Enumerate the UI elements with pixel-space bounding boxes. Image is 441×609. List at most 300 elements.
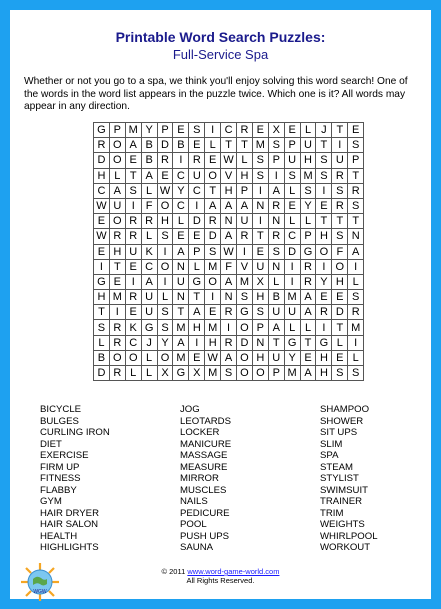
word-list-column-3 xyxy=(320,404,378,554)
grid-cell: C xyxy=(173,168,189,183)
word-list-item: TRAINER xyxy=(320,496,363,507)
word-list-item: EXERCISE xyxy=(40,450,89,461)
word-list-item: HAIR DRYER xyxy=(40,507,99,519)
grid-cell: U xyxy=(268,305,284,320)
grid-cell: Y xyxy=(141,123,157,138)
word-list-item: SLIM xyxy=(320,438,343,450)
grid-cell: L xyxy=(268,274,284,289)
grid-cell: A xyxy=(141,274,157,289)
grid-cell: O xyxy=(157,259,173,274)
grid-cell: B xyxy=(268,290,284,305)
word-list-item: SHOWER xyxy=(320,415,364,427)
grid-cell: L xyxy=(284,214,300,229)
grid-cell: Y xyxy=(157,335,173,350)
grid-cell: A xyxy=(300,305,316,320)
grid-cell: H xyxy=(316,366,332,381)
grid-cell: E xyxy=(125,259,141,274)
grid-cell: R xyxy=(221,335,237,350)
grid-cell: M xyxy=(173,320,189,335)
grid-cell: R xyxy=(316,305,332,320)
grid-cell: A xyxy=(125,138,141,153)
grid-cell: U xyxy=(141,305,157,320)
grid-cell: R xyxy=(300,274,316,289)
grid-cell: S xyxy=(300,183,316,198)
grid-cell: A xyxy=(205,198,221,213)
grid-cell: C xyxy=(141,259,157,274)
word-list-item: WHIRLPOOL xyxy=(320,530,378,542)
grid-cell: N xyxy=(173,259,189,274)
grid-cell: C xyxy=(173,198,189,213)
grid-cell: S xyxy=(284,168,300,183)
grid-cell: T xyxy=(332,214,348,229)
grid-row xyxy=(94,320,364,335)
grid-cell: N xyxy=(252,335,268,350)
grid-cell: H xyxy=(94,168,110,183)
grid-row xyxy=(94,366,364,381)
grid-cell: R xyxy=(237,123,253,138)
grid-cell: L xyxy=(141,366,157,381)
grid-cell: U xyxy=(141,290,157,305)
grid-cell: D xyxy=(237,335,253,350)
grid-cell: D xyxy=(332,305,348,320)
grid-cell: N xyxy=(252,198,268,213)
grid-cell: A xyxy=(348,244,364,259)
grid-cell: E xyxy=(332,290,348,305)
grid-cell: B xyxy=(141,138,157,153)
grid-cell: M xyxy=(205,320,221,335)
grid-cell: R xyxy=(300,259,316,274)
grid-cell: E xyxy=(94,244,110,259)
grid-cell: R xyxy=(109,366,125,381)
grid-cell: U xyxy=(125,244,141,259)
grid-cell: A xyxy=(221,198,237,213)
grid-cell: E xyxy=(189,138,205,153)
grid-cell: C xyxy=(221,123,237,138)
grid-cell: O xyxy=(109,138,125,153)
grid-cell: G xyxy=(237,305,253,320)
grid-cell: I xyxy=(332,138,348,153)
grid-cell: A xyxy=(173,244,189,259)
grid-cell: H xyxy=(94,290,110,305)
grid-cell: A xyxy=(300,290,316,305)
grid-cell: H xyxy=(237,168,253,183)
grid-cell: S xyxy=(157,229,173,244)
grid-cell: E xyxy=(316,198,332,213)
grid-cell: N xyxy=(268,214,284,229)
grid-cell: H xyxy=(252,350,268,365)
grid-cell: E xyxy=(284,198,300,213)
grid-cell: V xyxy=(221,168,237,183)
grid-cell: O xyxy=(157,198,173,213)
grid-cell: T xyxy=(300,335,316,350)
word-list-column-1 xyxy=(40,404,110,554)
grid-cell: K xyxy=(141,244,157,259)
word-list-item: BULGES xyxy=(40,415,79,427)
grid-cell: H xyxy=(189,320,205,335)
grid-cell: P xyxy=(268,153,284,168)
grid-cell: U xyxy=(173,274,189,289)
grid-cell: J xyxy=(316,123,332,138)
grid-cell: K xyxy=(125,320,141,335)
word-list-item: GYM xyxy=(40,496,62,507)
grid-cell: T xyxy=(221,138,237,153)
grid-cell: I xyxy=(284,274,300,289)
grid-cell: E xyxy=(252,123,268,138)
grid-cell: R xyxy=(109,320,125,335)
page-subtitle: Full-Service Spa xyxy=(172,47,269,62)
grid-cell: T xyxy=(205,183,221,198)
grid-cell: A xyxy=(221,229,237,244)
grid-cell: L xyxy=(157,290,173,305)
grid-cell: G xyxy=(94,274,110,289)
grid-cell: L xyxy=(348,350,364,365)
grid-cell: T xyxy=(94,305,110,320)
grid-cell: I xyxy=(316,320,332,335)
grid-cell: M xyxy=(284,366,300,381)
grid-cell: H xyxy=(316,350,332,365)
grid-cell: T xyxy=(125,168,141,183)
grid-cell: E xyxy=(284,123,300,138)
footer-link[interactable]: www.word-game-world.com xyxy=(187,567,280,576)
grid-cell: H xyxy=(252,290,268,305)
grid-row xyxy=(94,214,364,229)
grid-cell: P xyxy=(348,153,364,168)
grid-row xyxy=(94,168,364,183)
grid-cell: U xyxy=(300,138,316,153)
grid-cell: T xyxy=(348,214,364,229)
grid-cell: D xyxy=(157,138,173,153)
grid-cell: A xyxy=(189,305,205,320)
grid-cell: E xyxy=(205,305,221,320)
grid-cell: V xyxy=(237,259,253,274)
grid-cell: O xyxy=(252,366,268,381)
grid-cell: N xyxy=(268,259,284,274)
grid-cell: R xyxy=(94,138,110,153)
grid-cell: R xyxy=(332,198,348,213)
grid-cell: L xyxy=(141,350,157,365)
grid-cell: S xyxy=(157,305,173,320)
grid-cell: E xyxy=(94,214,110,229)
grid-cell: G xyxy=(284,335,300,350)
grid-cell: D xyxy=(94,153,110,168)
grid-cell: P xyxy=(284,138,300,153)
grid-cell: S xyxy=(252,153,268,168)
grid-cell: L xyxy=(189,259,205,274)
grid-cell: W xyxy=(221,153,237,168)
grid-cell: E xyxy=(173,229,189,244)
grid-cell: H xyxy=(332,274,348,289)
grid-cell: E xyxy=(109,274,125,289)
grid-cell: O xyxy=(237,320,253,335)
grid-cell: M xyxy=(252,138,268,153)
grid-cell: A xyxy=(300,366,316,381)
grid-cell: U xyxy=(268,350,284,365)
grid-cell: I xyxy=(109,305,125,320)
word-list-item: SAUNA xyxy=(180,542,214,553)
grid-cell: T xyxy=(189,290,205,305)
grid-cell: A xyxy=(109,183,125,198)
grid-cell: R xyxy=(125,214,141,229)
grid-cell: G xyxy=(316,335,332,350)
grid-cell: B xyxy=(94,350,110,365)
grid-cell: M xyxy=(205,366,221,381)
word-list-item: SHAMPOO xyxy=(320,404,370,415)
grid-cell: T xyxy=(109,259,125,274)
grid-cell: O xyxy=(205,168,221,183)
grid-cell: S xyxy=(157,320,173,335)
grid-cell: E xyxy=(205,153,221,168)
grid-cell: P xyxy=(300,229,316,244)
grid-cell: H xyxy=(205,335,221,350)
grid-cell: R xyxy=(125,290,141,305)
grid-cell: C xyxy=(125,335,141,350)
grid-cell: I xyxy=(189,198,205,213)
grid-row xyxy=(94,259,364,274)
word-list-item: SPA xyxy=(320,450,339,461)
word-list-item: MEASURE xyxy=(180,461,228,473)
grid-cell: I xyxy=(221,320,237,335)
grid-row xyxy=(94,153,364,168)
word-list-item: PUSH UPS xyxy=(180,530,230,542)
grid-cell: R xyxy=(348,183,364,198)
grid-cell: U xyxy=(189,168,205,183)
grid-row xyxy=(94,274,364,289)
grid-cell: R xyxy=(332,168,348,183)
grid-cell: M xyxy=(125,123,141,138)
word-list-item: FLABBY xyxy=(40,484,77,496)
word-list-item: POOL xyxy=(180,519,207,530)
grid-cell: L xyxy=(300,320,316,335)
grid-cell: S xyxy=(268,244,284,259)
word-list-item: HEALTH xyxy=(40,530,78,542)
grid-cell: M xyxy=(109,290,125,305)
grid-cell: W xyxy=(157,183,173,198)
grid-cell: E xyxy=(125,305,141,320)
grid-cell: P xyxy=(268,366,284,381)
word-list-item: NAILS xyxy=(180,496,208,507)
word-list-column-2 xyxy=(180,404,231,554)
grid-cell: I xyxy=(94,259,110,274)
grid-cell: I xyxy=(348,335,364,350)
word-list-item: FIRM UP xyxy=(40,461,80,473)
grid-cell: O xyxy=(205,274,221,289)
grid-cell: P xyxy=(189,244,205,259)
grid-cell: B xyxy=(173,138,189,153)
grid-cell: U xyxy=(109,198,125,213)
grid-cell: E xyxy=(300,350,316,365)
grid-cell: L xyxy=(205,138,221,153)
grid-cell: P xyxy=(157,123,173,138)
grid-cell: R xyxy=(141,214,157,229)
footer-rights: All Rights Reserved. xyxy=(186,576,255,585)
grid-cell: T xyxy=(268,335,284,350)
grid-cell: U xyxy=(237,214,253,229)
grid-cell: N xyxy=(221,214,237,229)
word-list-item: SIT UPS xyxy=(320,427,358,438)
grid-cell: E xyxy=(189,350,205,365)
grid-cell: I xyxy=(205,290,221,305)
grid-cell: L xyxy=(237,153,253,168)
grid-cell: R xyxy=(157,153,173,168)
grid-cell: J xyxy=(141,335,157,350)
grid-cell: I xyxy=(284,259,300,274)
grid-row xyxy=(94,244,364,259)
grid-cell: D xyxy=(284,244,300,259)
grid-cell: T xyxy=(332,320,348,335)
grid-row xyxy=(94,183,364,198)
grid-cell: Y xyxy=(316,274,332,289)
grid-cell: A xyxy=(268,183,284,198)
grid-cell: X xyxy=(252,274,268,289)
grid-cell: I xyxy=(189,335,205,350)
word-list-item: WEIGHTS xyxy=(320,519,365,530)
grid-cell: A xyxy=(221,274,237,289)
word-list-item: STYLIST xyxy=(320,473,359,484)
word-list-item: MIRROR xyxy=(180,473,219,484)
grid-cell: I xyxy=(252,214,268,229)
grid-cell: F xyxy=(141,198,157,213)
grid-cell: M xyxy=(300,168,316,183)
grid-cell: I xyxy=(125,274,141,289)
word-list-item: STEAM xyxy=(320,461,354,473)
grid-cell: U xyxy=(284,153,300,168)
grid-cell: F xyxy=(221,259,237,274)
grid-cell: P xyxy=(237,183,253,198)
footer xyxy=(10,567,431,585)
grid-cell: M xyxy=(348,320,364,335)
grid-cell: S xyxy=(252,168,268,183)
grid-cell: E xyxy=(316,290,332,305)
grid-cell: U xyxy=(252,259,268,274)
grid-cell: S xyxy=(332,366,348,381)
grid-cell: S xyxy=(348,138,364,153)
word-list-item: FITNESS xyxy=(40,473,81,484)
grid-cell: X xyxy=(157,366,173,381)
puzzle-page xyxy=(10,10,431,599)
word-list-item: TRIM xyxy=(320,507,344,519)
grid-cell: S xyxy=(316,153,332,168)
grid-cell: E xyxy=(173,123,189,138)
grid-row xyxy=(94,138,364,153)
grid-row xyxy=(94,350,364,365)
grid-cell: P xyxy=(252,320,268,335)
word-list-item: HAIR SALON xyxy=(40,519,99,530)
grid-cell: M xyxy=(237,274,253,289)
grid-cell: L xyxy=(109,168,125,183)
grid-cell: R xyxy=(221,305,237,320)
grid-cell: R xyxy=(109,229,125,244)
grid-cell: I xyxy=(205,123,221,138)
grid-cell: I xyxy=(268,168,284,183)
grid-cell: Y xyxy=(300,198,316,213)
grid-cell: W xyxy=(94,198,110,213)
grid-cell: R xyxy=(205,214,221,229)
grid-cell: O xyxy=(109,214,125,229)
grid-cell: S xyxy=(237,290,253,305)
grid-cell: S xyxy=(348,198,364,213)
grid-cell: T xyxy=(252,229,268,244)
grid-cell: G xyxy=(141,320,157,335)
grid-cell: S xyxy=(332,229,348,244)
grid-cell: M xyxy=(284,290,300,305)
grid-row xyxy=(94,123,364,138)
grid-cell: U xyxy=(332,153,348,168)
grid-cell: E xyxy=(348,123,364,138)
grid-cell: I xyxy=(348,259,364,274)
grid-cell: T xyxy=(332,123,348,138)
word-list-item: LOCKER xyxy=(180,427,220,438)
grid-cell: W xyxy=(205,350,221,365)
grid-cell: H xyxy=(109,244,125,259)
grid-cell: D xyxy=(205,229,221,244)
grid-cell: L xyxy=(300,123,316,138)
grid-cell: R xyxy=(125,229,141,244)
intro-text: Whether or not you go to a spa, we think you'll enjoy solving this word search! One of the words in the word list appears in the puzzle twice. Which one is it? All words may appear in any direction. xyxy=(24,76,408,113)
grid-cell: T xyxy=(173,305,189,320)
grid-cell: L xyxy=(125,366,141,381)
grid-cell: I xyxy=(316,259,332,274)
grid-cell: R xyxy=(237,229,253,244)
grid-cell: S xyxy=(348,290,364,305)
grid-cell: L xyxy=(94,335,110,350)
grid-cell: H xyxy=(221,183,237,198)
grid-cell: E xyxy=(332,350,348,365)
grid-cell: I xyxy=(252,183,268,198)
grid-row xyxy=(94,229,364,244)
grid-row xyxy=(94,290,364,305)
grid-cell: Y xyxy=(173,183,189,198)
grid-cell: O xyxy=(237,366,253,381)
grid-cell: I xyxy=(173,153,189,168)
grid-cell: L xyxy=(173,214,189,229)
grid-cell: O xyxy=(125,350,141,365)
grid-cell: E xyxy=(252,244,268,259)
grid-cell: O xyxy=(109,153,125,168)
logo-text: WGW xyxy=(33,589,47,595)
grid-cell: O xyxy=(332,259,348,274)
grid-cell: C xyxy=(189,183,205,198)
grid-cell: O xyxy=(316,244,332,259)
grid-cell: A xyxy=(141,168,157,183)
grid-cell: X xyxy=(189,366,205,381)
grid-cell: M xyxy=(205,259,221,274)
grid-cell: S xyxy=(268,138,284,153)
word-list-item: SWIMSUIT xyxy=(320,484,368,496)
grid-cell: L xyxy=(284,183,300,198)
grid-cell: G xyxy=(173,366,189,381)
grid-cell: A xyxy=(173,335,189,350)
grid-cell: I xyxy=(237,244,253,259)
grid-cell: N xyxy=(173,290,189,305)
grid-cell: S xyxy=(221,366,237,381)
grid-cell: A xyxy=(268,320,284,335)
grid-cell: R xyxy=(268,229,284,244)
grid-cell: L xyxy=(300,214,316,229)
grid-cell: F xyxy=(332,244,348,259)
word-list-item: LEOTARDS xyxy=(180,415,231,427)
grid-cell: G xyxy=(189,274,205,289)
grid-row xyxy=(94,305,364,320)
grid-cell: L xyxy=(284,320,300,335)
grid-cell: U xyxy=(284,305,300,320)
grid-cell: G xyxy=(300,244,316,259)
grid-cell: D xyxy=(94,366,110,381)
grid-row xyxy=(94,198,364,213)
grid-cell: S xyxy=(348,366,364,381)
grid-cell: T xyxy=(348,168,364,183)
grid-cell: C xyxy=(284,229,300,244)
grid-cell: R xyxy=(268,198,284,213)
